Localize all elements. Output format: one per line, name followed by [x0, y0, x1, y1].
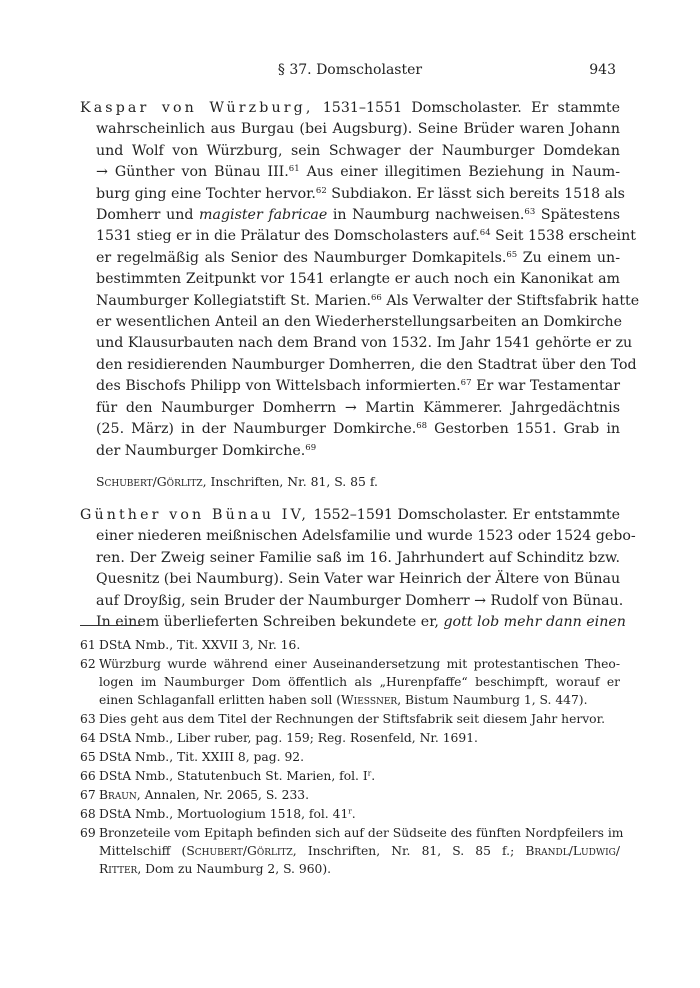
text-line: und Klausurbauten nach dem Brand von 1532. Im Jahr 1541 gehörte er zu — [96, 335, 633, 352]
source-authors: Schubert/Görlitz — [96, 474, 203, 489]
footnote-ref: 67 — [460, 378, 472, 389]
footnote-ref: 69 — [305, 442, 317, 453]
text-line: Domherr und magister fabricae in Naumburg nachweisen.$^{63}$ Spätestens — [96, 206, 620, 224]
person-name: Günther von Bünau IV, — [80, 507, 309, 523]
text-line: Naumburger Kollegiatstift St. Marien.$^{66}$ Als Verwalter der Stiftsfabrik hatte — [96, 292, 640, 309]
book-page: § 37. Domscholaster 943 Kaspar von Würzburg, 1531–1551 Domscholaster. Er stammte wahrscheinlich aus Burgau (bei Augsburg). Seine Brüder waren Johann und Wolf von Würzburg, sein Schwager der Naumburger Domdekan → Günther von Bünau III.$^{61}$ Aus einer illegitimen Beziehung in Naum- burg ging eine Tochter hervor.$^{62}$ Subdiakon. Er lässt sich bereits 1518 als Domherr und magister fabricae in Naumburg nachweisen.$^{63}$ Spätestens 1531 stieg er in die Prälatur des Domscholasters auf.$^{64}$ Seit 1538 erscheint er regelmäßig als Senior des Naumburger Domkapitels.$^{65}$ Zu einem un- bestimmten Zeitpunkt vor 1541 erlangte er auch noch ein Kanonikat am Naumburger Kollegiatstift St. Marien.$^{66}$ Als Verwalter der Stiftsfabrik hatte er wesentlichen Anteil an den Wiederherstellungsarbeiten an Domkirche und Klausurbauten nach dem Brand von 1532. Im Jahr 1541 gehörte er zu den residierenden Naumburger Domherren, die den Stadtrat über den Tod des Bischofs Philipp von Wittelsbach informierten.$^{67}$ Er war Testamentar für den Naumburger Domherrn → Martin Kämmerer. Jahrgedächtnis (25. März) in der Naumburger Domkirche.$^{68}$ Gestorben 1551. Grab in der Naumburger Domkirche.$^{69}$ Schubert/Görlitz, Inschriften, Nr. 81, S. 85 f. Günther von Bünau IV, 1552–1591 Domscholaster. Er entstammte einer niederen meißnischen Adelsfamilie und wurde 1523 oder 1524 gebo- ren. Der Zweig seiner Familie saß im 16. Jahrhundert auf Schinditz bzw. Quesnitz (bei Naumburg). Sein Vater war Heinrich der Ältere von Bünau auf Droyßig, sein Bruder der Naumburger Domherr → Rudolf von Bünau. In einem überlieferten Schreiben bekundete er, gott lob mehr dann einen 61 DStA Nmb., Tit. XXVII 3, Nr. 16. 62 Würzburg wurde während einer Auseinandersetzung mit protestantischen Theo- logen im Naumburger Dom öffentlich als „Hurenpfaffe“ beschimpft, worauf er einen Schlaganfall erlitten haben soll (Wießner, Bistum Naumburg 1, S. 447). 63 Dies geht aus dem Titel der Rechnungen der Stiftsfabrik seit diesem Jahr hervor. 64 DStA Nmb., Liber ruber, pag. 159; Reg. Rosenfeld, Nr. 1691. 65 DStA Nmb., Tit. XXIII 8, pag. 92. 66 DStA Nmb., Statutenbuch St. Marien, fol. $I^r$. 67 Braun, Annalen, Nr. 2065, S. 233. 68 DStA Nmb., Mortuologium 1518, fol. 41$^r$. 69 Bronzeteile vom Epitaph befinden sich auf der Südseite des fünften Nordpfeilers im Mittelschiff (Schubert/Görlitz, Inschriften, Nr. 81, S. 85 f.; Brandl/Ludwig/ Ritter, Dom zu Naumburg 2, S. 960). — [80, 62, 640, 877]
footnote-ref: 61 — [288, 164, 300, 175]
footnote-ref: 63 — [524, 206, 536, 217]
page-number: 943 — [589, 62, 616, 78]
footnote-number: 68 — [80, 807, 96, 821]
text-line: für den Naumburger Domherrn → Martin Kämmerer. Jahrgedächtnis — [96, 399, 620, 416]
text-line: bestimmten Zeitpunkt vor 1541 erlangte er auch noch ein Kanonikat am — [96, 271, 620, 288]
footnote-divider — [80, 625, 142, 626]
text-line: 1531 stieg er in die Prälatur des Domscholasters auf.$^{64}$ Seit 1538 erscheint — [96, 228, 636, 245]
footnote-number: 66 — [80, 769, 96, 783]
footnote-number: 62 — [80, 657, 96, 671]
footnote-number: 64 — [80, 731, 96, 745]
person-name: Kaspar von Würzburg, — [80, 100, 314, 116]
footnote-ref: 62 — [315, 185, 327, 196]
footnote-number: 61 — [80, 638, 96, 652]
text-line: Günther von Bünau IV, 1552–1591 Domscholaster. Er entstammte — [80, 507, 620, 523]
text-line: er wesentlichen Anteil an den Wiederherstellungsarbeiten an Domkirche — [96, 314, 623, 331]
footnote-number: 67 — [80, 788, 96, 802]
text-line: einer niederen meißnischen Adelsfamilie und wurde 1523 oder 1524 gebo- — [96, 528, 636, 545]
footnote-ref: 65 — [506, 249, 518, 260]
text-line: ren. Der Zweig seiner Familie saß im 16. Jahrhundert auf Schinditz bzw. — [96, 549, 620, 566]
text-line: burg ging eine Tochter hervor.$^{62}$ Subdiakon. Er lässt sich bereits 1518 als — [96, 185, 625, 202]
footnote-ref: 64 — [479, 228, 491, 239]
text-line: In einem überlieferten Schreiben bekundete er, gott lob mehr dann einen — [96, 614, 626, 631]
running-header — [80, 62, 620, 82]
section-title: § 37. Domscholaster — [277, 62, 423, 78]
footnote-number: 65 — [80, 750, 96, 764]
text-line: Kaspar von Würzburg, 1531–1551 Domscholaster. Er stammte — [80, 100, 620, 116]
biography-entry-guenther — [80, 505, 636, 633]
footnote-number: 69 — [80, 826, 96, 840]
text-line: er regelmäßig als Senior des Naumburger Domkapitels.$^{65}$ Zu einem un- — [96, 249, 620, 266]
source-reference: Schubert/Görlitz, Inschriften, Nr. 81, S. 85 f. — [96, 474, 378, 489]
footnote-ref: 66 — [371, 292, 382, 303]
text-line: Quesnitz (bei Naumburg). Sein Vater war Heinrich der Ältere von Bünau — [96, 571, 621, 588]
text-line: der Naumburger Domkirche.$^{69}$ — [96, 442, 317, 459]
text-line: auf Droyßig, sein Bruder der Naumburger Domherr → Rudolf von Bünau. — [96, 592, 624, 609]
biography-entry-kaspar — [80, 98, 640, 462]
text-line: → Günther von Bünau III.$^{61}$ Aus einer illegitimen Beziehung in Naum- — [96, 164, 620, 181]
footnote-ref: 68 — [416, 420, 428, 431]
footnote-number: 63 — [80, 712, 96, 726]
text-line: den residierenden Naumburger Domherren, die den Stadtrat über den Tod — [96, 356, 637, 373]
text-line: (25. März) in der Naumburger Domkirche.$^{68}$ Gestorben 1551. Grab in — [96, 420, 620, 438]
text-line: des Bischofs Philipp von Wittelsbach informierten.$^{67}$ Er war Testamentar — [96, 378, 620, 395]
text-line: und Wolf von Würzburg, sein Schwager der Naumburger Domdekan — [96, 142, 620, 159]
text-line: wahrscheinlich aus Burgau (bei Augsburg). Seine Brüder waren Johann — [96, 121, 620, 138]
